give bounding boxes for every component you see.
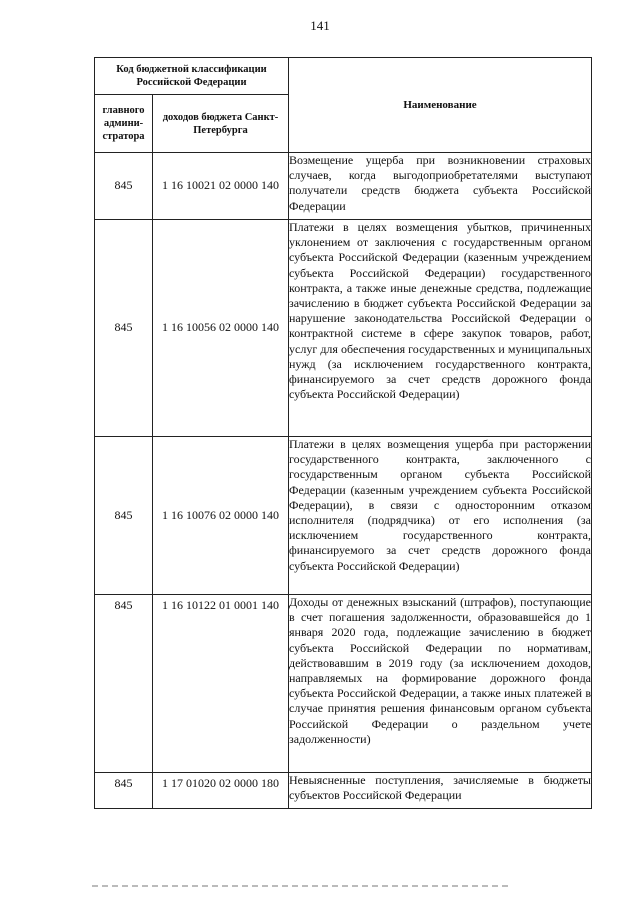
income-code: 1 17 01020 02 0000 180 <box>153 773 289 809</box>
admin-code: 845 <box>95 437 153 595</box>
admin-code: 845 <box>95 220 153 437</box>
admin-code: 845 <box>95 595 153 773</box>
header-name: Наименование <box>289 58 592 153</box>
income-name: Платежи в целях возмещения ущерба при расторжении государственного контракта, заключенного с государственным органом субъекта Российской Федерации (казенным учреждением субъекта Российской Федерации), в связи с односторонним отказом исполнителя (подрядчика) от его исполнения (за исключением государственного контракта, финансируемого за счет средств дорожного фонда субъекта Российской Федерации) <box>289 437 592 595</box>
income-name: Невыясненные поступления, зачисляемые в бюджеты субъектов Российской Федерации <box>289 773 592 809</box>
table-row <box>95 437 592 595</box>
income-code: 1 16 10056 02 0000 140 <box>153 220 289 437</box>
table-row <box>95 773 592 809</box>
header-income: доходов бюджета Санкт-Петербурга <box>153 95 289 153</box>
income-code: 1 16 10021 02 0000 140 <box>153 153 289 220</box>
table-row <box>95 595 592 773</box>
page-number: 141 <box>310 18 330 33</box>
header-admin: главного админи-стратора <box>95 95 153 153</box>
income-code: 1 16 10076 02 0000 140 <box>153 437 289 595</box>
admin-code: 845 <box>95 773 153 809</box>
income-name: Доходы от денежных взысканий (штрафов), поступающие в счет погашения задолженности, образовавшейся до 1 января 2020 года, подлежащие зачислению в бюджет субъекта Российской Федерации по нормативам, действовавшим в 2019 году (за исключением доходов, направляемых на формирование дорожного фонда субъекта Российской Федерации, а также иных платежей в случае принятия решения финансовым органом субъекта Российской Федерации о раздельном учете задолженности) <box>289 595 592 773</box>
income-code: 1 16 10122 01 0001 140 <box>153 595 289 773</box>
header-code-group: Код бюджетной классификации Российской Федерации <box>95 58 289 95</box>
budget-classification-table <box>94 57 592 809</box>
income-name: Возмещение ущерба при возникновении страховых случаев, когда выгодоприобретателями выступают получатели средств бюджета субъекта Российской Федерации <box>289 153 592 220</box>
scan-artifact-line <box>92 885 512 887</box>
table-row <box>95 220 592 437</box>
admin-code: 845 <box>95 153 153 220</box>
table-row <box>95 153 592 220</box>
income-name: Платежи в целях возмещения убытков, причиненных уклонением от заключения с государственным органом субъекта Российской Федерации (казенным учреждением субъекта Российской Федерации) государственного контракта, а также иные денежные средства, подлежащие зачислению в бюджет субъекта Российской Федерации за нарушение законодательства Российской Федерации о контрактной системе в сфере закупок товаров, работ, услуг для обеспечения государственных и муниципальных нужд (за исключением государственного контракта, финансируемого за счет средств дорожного фонда субъекта Российской Федерации) <box>289 220 592 437</box>
